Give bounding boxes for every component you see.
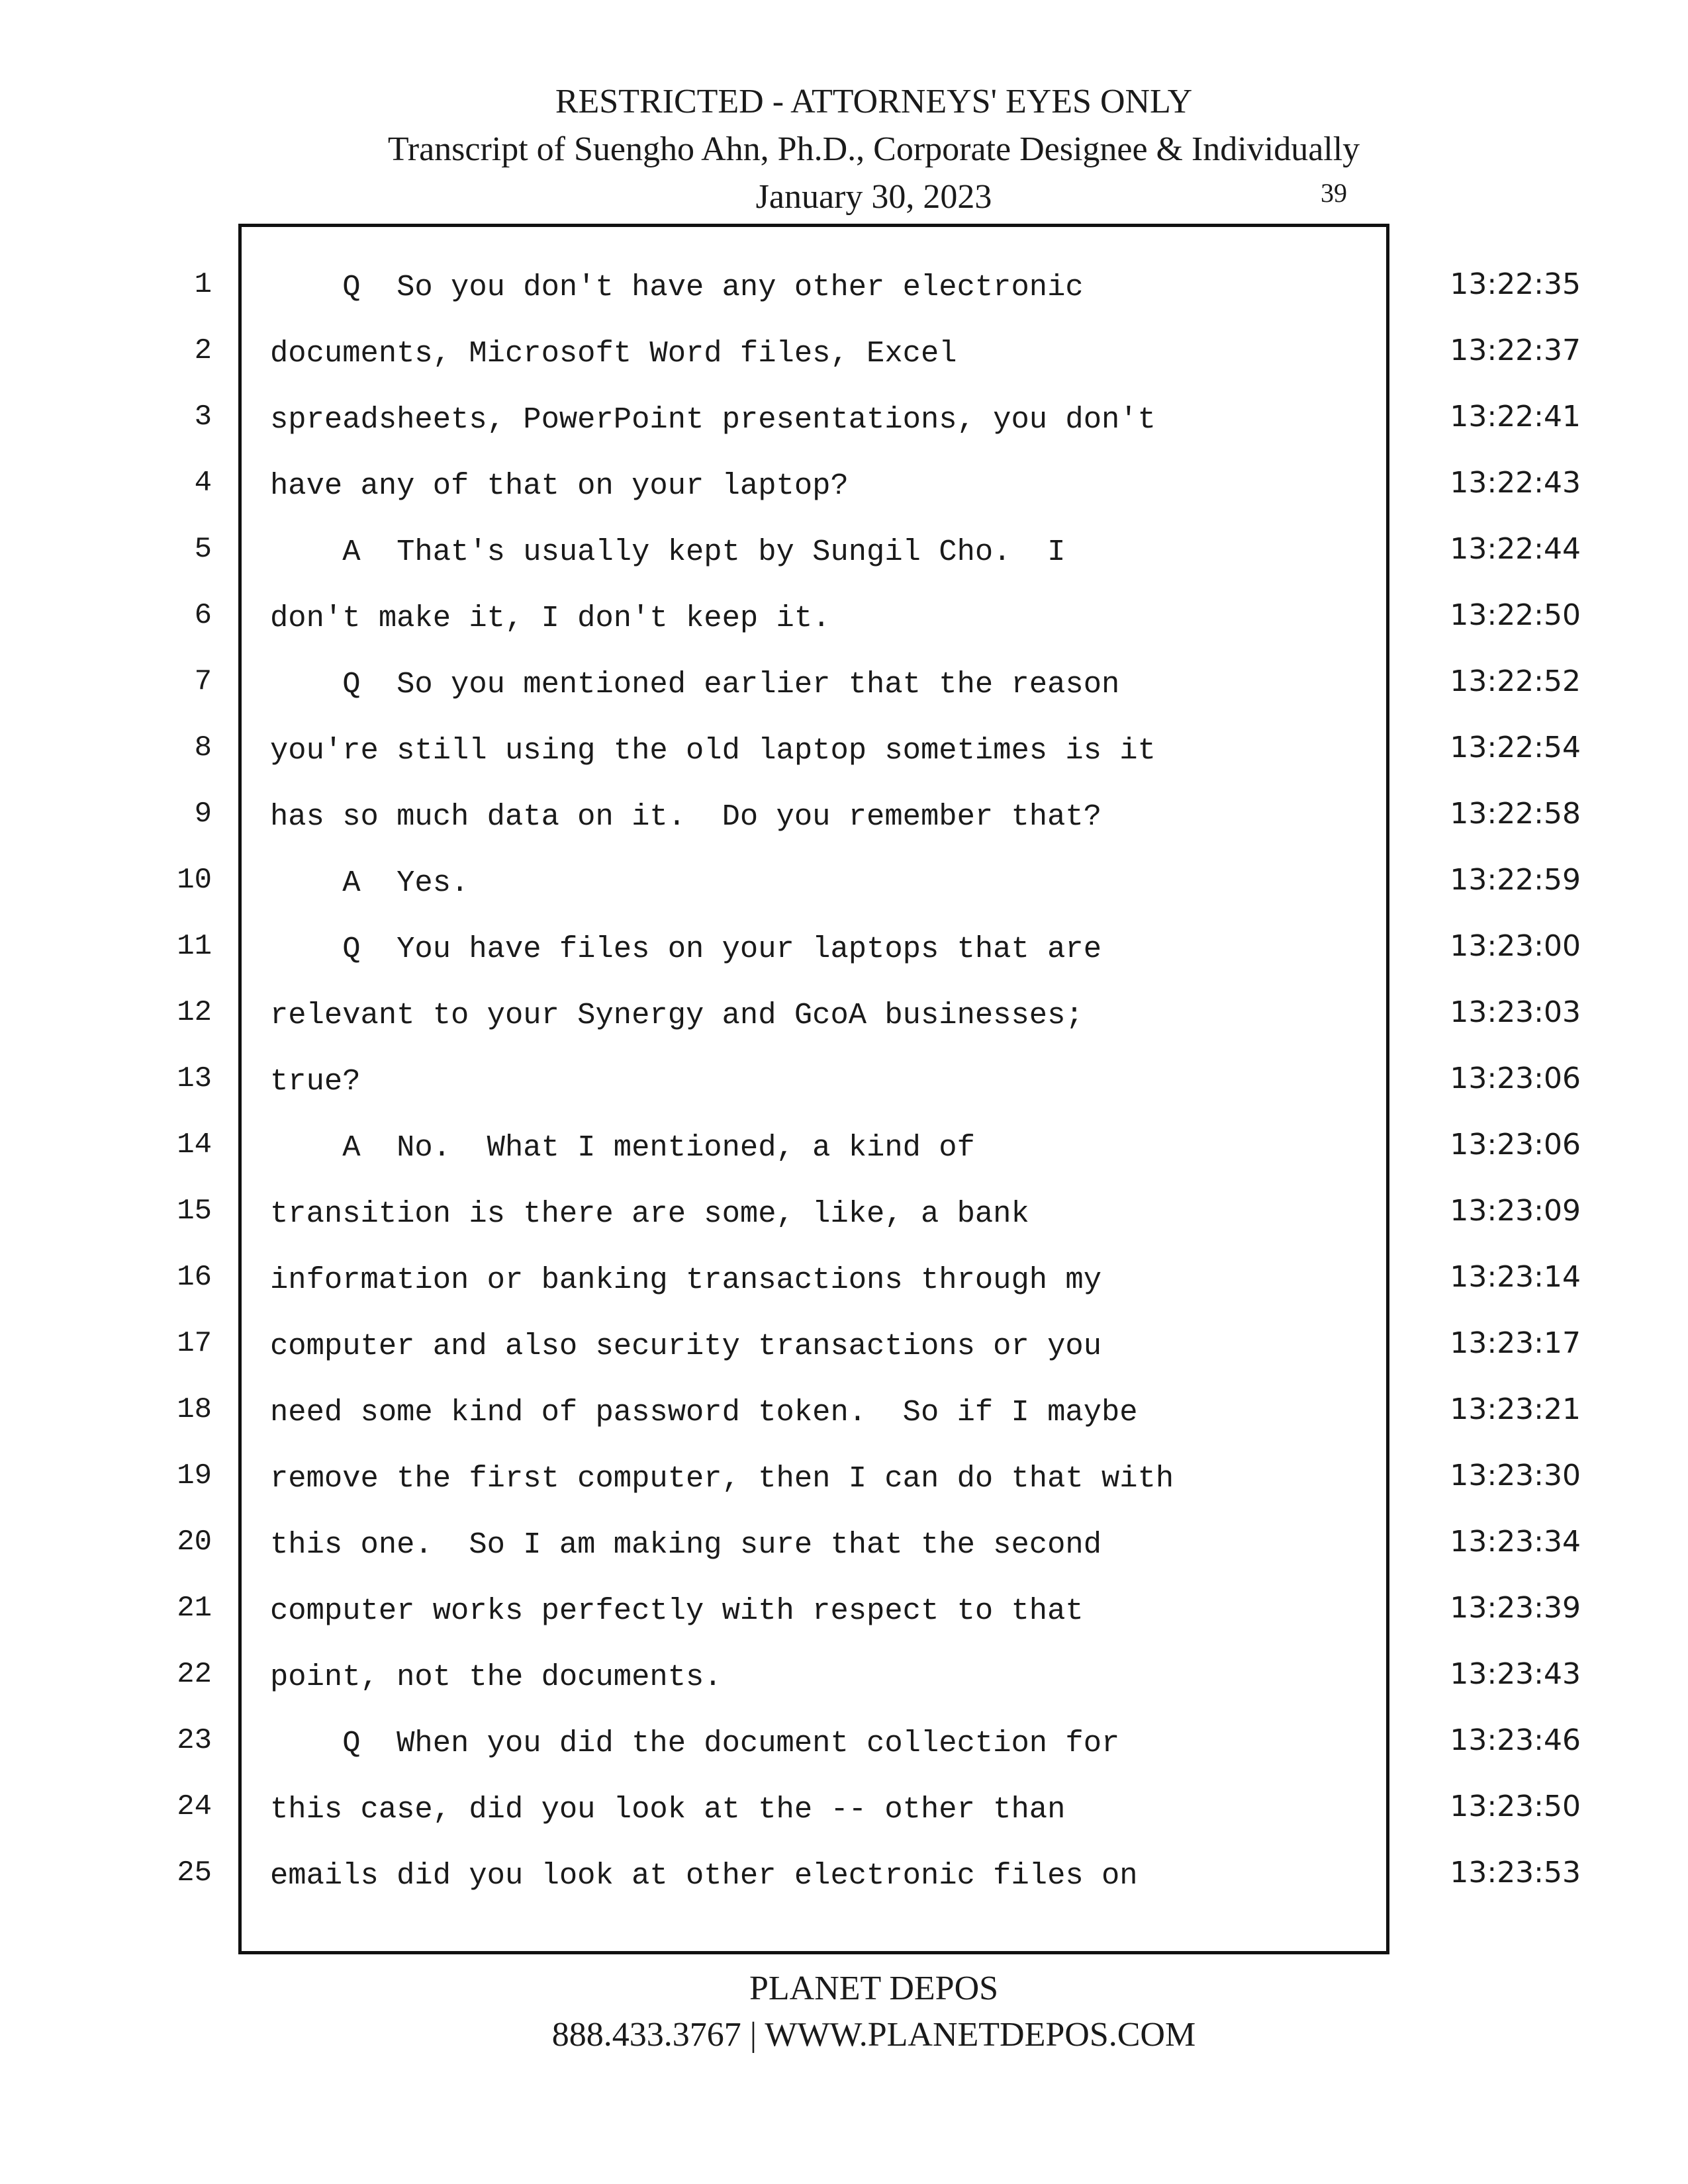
transcript-line: you're still using the old laptop sometimes is it — [270, 733, 1156, 768]
line-number: 1 — [194, 268, 212, 301]
timestamp: 13:23:30 — [1450, 1459, 1581, 1492]
transcript-line: this case, did you look at the -- other than — [270, 1792, 1066, 1827]
line-number: 21 — [177, 1592, 212, 1625]
timestamp: 13:23:09 — [1450, 1194, 1581, 1228]
transcript-line: A That's usually kept by Sungil Cho. I — [270, 535, 1066, 569]
timestamp: 13:23:53 — [1450, 1856, 1581, 1889]
transcript-title: Transcript of Suengho Ahn, Ph.D., Corporate Designee & Individually — [387, 130, 1360, 168]
timestamp: 13:23:06 — [1450, 1062, 1581, 1095]
line-number: 8 — [194, 731, 212, 764]
line-number: 5 — [194, 533, 212, 566]
line-number: 7 — [194, 665, 212, 698]
page-number: 39 — [1321, 178, 1347, 208]
line-number: 2 — [194, 334, 212, 367]
timestamp: 13:23:14 — [1450, 1260, 1581, 1294]
transcript-line: need some kind of password token. So if I maybe — [270, 1395, 1138, 1430]
line-number: 10 — [177, 864, 212, 897]
transcript-line: relevant to your Synergy and GcoA businesses; — [270, 998, 1084, 1032]
transcript-line: computer and also security transactions or you — [270, 1329, 1102, 1363]
transcript-line: Q So you don't have any other electronic — [270, 270, 1084, 304]
transcript-line: Q You have files on your laptops that are — [270, 932, 1102, 966]
transcript-line: this one. So I am making sure that the second — [270, 1527, 1102, 1562]
line-number: 24 — [177, 1790, 212, 1823]
timestamp: 13:22:43 — [1450, 466, 1581, 500]
transcript-date: January 30, 2023 — [755, 178, 992, 216]
timestamp: 13:22:35 — [1450, 267, 1581, 301]
transcript-line: A No. What I mentioned, a kind of — [270, 1130, 975, 1165]
line-number: 17 — [177, 1327, 212, 1360]
line-number: 16 — [177, 1261, 212, 1294]
timestamp: 13:22:41 — [1450, 400, 1581, 433]
line-number: 4 — [194, 467, 212, 500]
timestamp: 13:22:37 — [1450, 334, 1581, 367]
transcript-line: remove the first computer, then I can do that with — [270, 1461, 1174, 1496]
timestamp: 13:23:03 — [1450, 995, 1581, 1029]
line-number: 25 — [177, 1856, 212, 1889]
timestamp: 13:23:50 — [1450, 1790, 1581, 1823]
timestamp: 13:22:58 — [1450, 797, 1581, 831]
transcript-line: information or banking transactions through my — [270, 1263, 1102, 1297]
transcript-line: A Yes. — [270, 866, 469, 900]
transcript-line: spreadsheets, PowerPoint presentations, you don't — [270, 402, 1156, 437]
timestamp: 13:23:00 — [1450, 929, 1581, 963]
transcript-line: emails did you look at other electronic files on — [270, 1858, 1138, 1893]
line-number: 13 — [177, 1062, 212, 1095]
timestamp: 13:23:17 — [1450, 1326, 1581, 1360]
page-header — [0, 78, 1688, 221]
transcript-line: have any of that on your laptop? — [270, 469, 849, 503]
transcript-line: don't make it, I don't keep it. — [270, 601, 831, 635]
line-number: 6 — [194, 599, 212, 632]
line-number: 12 — [177, 996, 212, 1029]
transcript-line: point, not the documents. — [270, 1660, 722, 1694]
transcript-line: Q So you mentioned earlier that the reason — [270, 667, 1120, 702]
timestamp: 13:22:54 — [1450, 731, 1581, 764]
line-number: 15 — [177, 1195, 212, 1228]
line-number: 3 — [194, 400, 212, 433]
timestamp: 13:23:21 — [1450, 1392, 1581, 1426]
timestamp: 13:23:34 — [1450, 1525, 1581, 1559]
transcript-line: Q When you did the document collection for — [270, 1726, 1120, 1760]
line-number: 11 — [177, 930, 212, 963]
line-number: 22 — [177, 1658, 212, 1691]
line-number: 18 — [177, 1393, 212, 1426]
restriction-notice: RESTRICTED - ATTORNEYS' EYES ONLY — [555, 83, 1193, 120]
timestamp: 13:23:39 — [1450, 1591, 1581, 1625]
transcript-line: true? — [270, 1064, 361, 1099]
transcript-line: has so much data on it. Do you remember that? — [270, 799, 1102, 834]
transcript-line: computer works perfectly with respect to that — [270, 1594, 1084, 1628]
timestamp: 13:22:44 — [1450, 532, 1581, 566]
footer-company: PLANET DEPOS — [749, 1970, 999, 2007]
line-number: 14 — [177, 1128, 212, 1161]
timestamp: 13:22:52 — [1450, 664, 1581, 698]
timestamp: 13:22:59 — [1450, 863, 1581, 897]
timestamp: 13:23:46 — [1450, 1723, 1581, 1757]
timestamp: 13:23:06 — [1450, 1128, 1581, 1161]
page-footer — [0, 1966, 1688, 2058]
timestamp: 13:22:50 — [1450, 598, 1581, 632]
line-number: 19 — [177, 1459, 212, 1492]
line-number: 9 — [194, 797, 212, 831]
line-number: 23 — [177, 1724, 212, 1757]
footer-contact: 888.433.3767 | WWW.PLANETDEPOS.COM — [551, 2016, 1196, 2054]
transcript-line: documents, Microsoft Word files, Excel — [270, 336, 957, 371]
transcript-line: transition is there are some, like, a bank — [270, 1197, 1029, 1231]
timestamp: 13:23:43 — [1450, 1657, 1581, 1691]
line-number: 20 — [177, 1525, 212, 1559]
